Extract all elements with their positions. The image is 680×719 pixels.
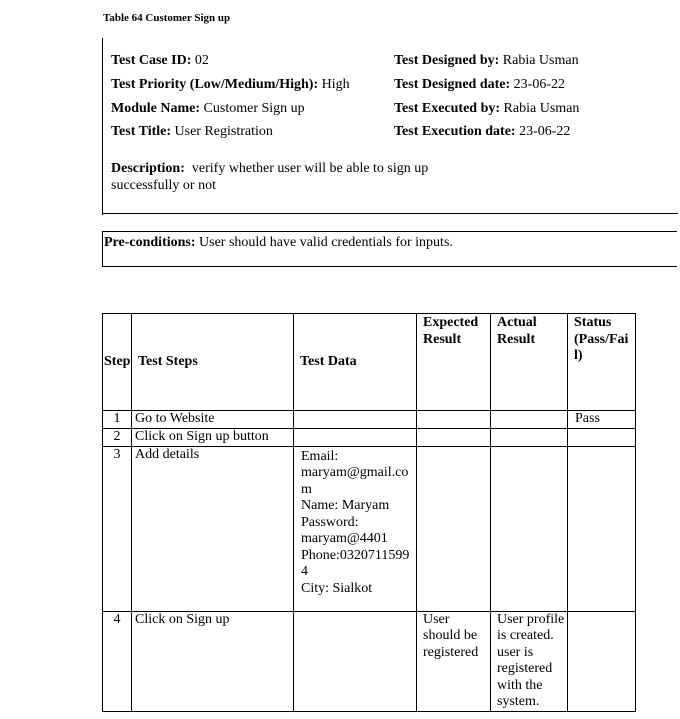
test-data-line: Password:: [301, 514, 359, 530]
test-data-line: maryam@4401: [301, 531, 388, 546]
table-caption: Table 64 Customer Sign up: [103, 12, 231, 24]
test-data-line: 4: [301, 564, 308, 579]
test-designed-by-label: Test Designed by:: [394, 53, 500, 68]
module-name-field: [111, 101, 305, 117]
step-test-data: [294, 429, 417, 447]
test-priority-value: High: [321, 77, 350, 92]
test-designed-date-field: [394, 77, 565, 93]
actual-line: registered: [497, 661, 553, 676]
table-row: [103, 611, 636, 711]
actual-line: User profile: [497, 611, 565, 627]
step-test-data: [294, 611, 417, 711]
table-row: [103, 429, 636, 447]
col-header-step: Step: [103, 314, 132, 411]
test-data-line: Phone:0320711599: [301, 547, 410, 563]
step-status: [568, 429, 636, 447]
step-actual-result: [491, 429, 568, 447]
description-label: Description:: [111, 161, 185, 176]
step-text: Click on Sign up button: [132, 429, 294, 447]
col-header-status: [568, 314, 636, 411]
description-line-1: verify whether user will be able to sign up: [191, 161, 429, 176]
step-actual-result: [491, 446, 568, 611]
module-name-label: Module Name:: [111, 101, 201, 116]
test-data-line: Name: Maryam: [301, 498, 390, 513]
test-case-id-field: [111, 53, 209, 69]
expected-line: User: [423, 611, 450, 627]
test-data-line: maryam@gmail.co: [301, 465, 409, 480]
step-number: 2: [103, 429, 132, 447]
step-text: Go to Website: [132, 411, 294, 429]
expected-header-line-1: Expected: [423, 315, 479, 330]
step-number: 4: [103, 611, 132, 711]
test-designed-date-value: 23-06-22: [513, 77, 565, 92]
step-text: Add details: [132, 446, 294, 611]
status-header-line-1: Status: [574, 315, 612, 330]
test-executed-by-label: Test Executed by:: [394, 101, 501, 116]
step-number: 1: [103, 411, 132, 429]
step-expected-result: [417, 429, 491, 447]
step-expected-result: [417, 411, 491, 429]
test-title-field: [111, 124, 273, 140]
step-test-data: [294, 446, 417, 611]
description-line-2: successfully or not: [111, 178, 216, 193]
description-field: [111, 160, 471, 194]
header-bottom-border: [102, 213, 678, 214]
test-case-id-value: 02: [194, 53, 209, 68]
step-number: 3: [103, 446, 132, 611]
test-executed-by-field: [394, 101, 579, 117]
step-expected-result: [417, 611, 491, 711]
test-data-line: m: [301, 481, 312, 497]
test-data-line: City: Sialkot: [301, 580, 373, 596]
actual-line: user is: [497, 644, 534, 660]
step-actual-result: [491, 411, 568, 429]
preconditions-label: Pre-conditions:: [104, 235, 196, 250]
table-row: [103, 411, 636, 429]
test-designed-by-field: [394, 53, 579, 69]
actual-line: with the: [497, 677, 543, 693]
table-header-row: [103, 314, 636, 411]
actual-line: is created.: [497, 628, 554, 643]
step-status: Pass: [568, 411, 636, 429]
step-expected-result: [417, 446, 491, 611]
expected-line: registered: [423, 644, 479, 660]
test-case-id-label: Test Case ID:: [111, 53, 192, 68]
status-header-line-2: (Pass/Fai: [574, 331, 629, 347]
step-status: [568, 446, 636, 611]
test-execution-date-field: [394, 124, 570, 140]
test-priority-field: [111, 77, 350, 93]
actual-header-line-1: Actual: [497, 315, 537, 330]
test-data-line: Email:: [301, 448, 339, 464]
actual-line: system.: [497, 694, 540, 709]
test-title-label: Test Title:: [111, 124, 172, 139]
step-actual-result: [491, 611, 568, 711]
col-header-expected-result: [417, 314, 491, 411]
preconditions-field: [104, 235, 453, 251]
test-title-value: User Registration: [174, 124, 273, 139]
header-left-border: [102, 38, 103, 215]
test-executed-by-value: Rabia Usman: [503, 101, 580, 116]
actual-header-line-2: Result: [497, 331, 536, 347]
step-status: [568, 611, 636, 711]
col-header-actual-result: [491, 314, 568, 411]
test-designed-date-label: Test Designed date:: [394, 77, 511, 92]
module-name-value: Customer Sign up: [203, 101, 305, 116]
expected-header-line-2: Result: [423, 331, 462, 347]
test-execution-date-label: Test Execution date:: [394, 124, 516, 139]
expected-line: should be: [423, 628, 478, 643]
test-execution-date-value: 23-06-22: [519, 124, 571, 139]
preconditions-value: User should have valid credentials for inputs.: [199, 235, 453, 250]
step-test-data: [294, 411, 417, 429]
col-header-test-data: Test Data: [294, 314, 417, 411]
test-steps-table: [102, 313, 636, 712]
test-priority-label: Test Priority (Low/Medium/High):: [111, 77, 319, 92]
test-designed-by-value: Rabia Usman: [502, 53, 579, 68]
col-header-test-steps: Test Steps: [132, 314, 294, 411]
status-header-line-3: l): [574, 348, 583, 363]
table-row: [103, 446, 636, 611]
step-text: Click on Sign up: [132, 611, 294, 711]
